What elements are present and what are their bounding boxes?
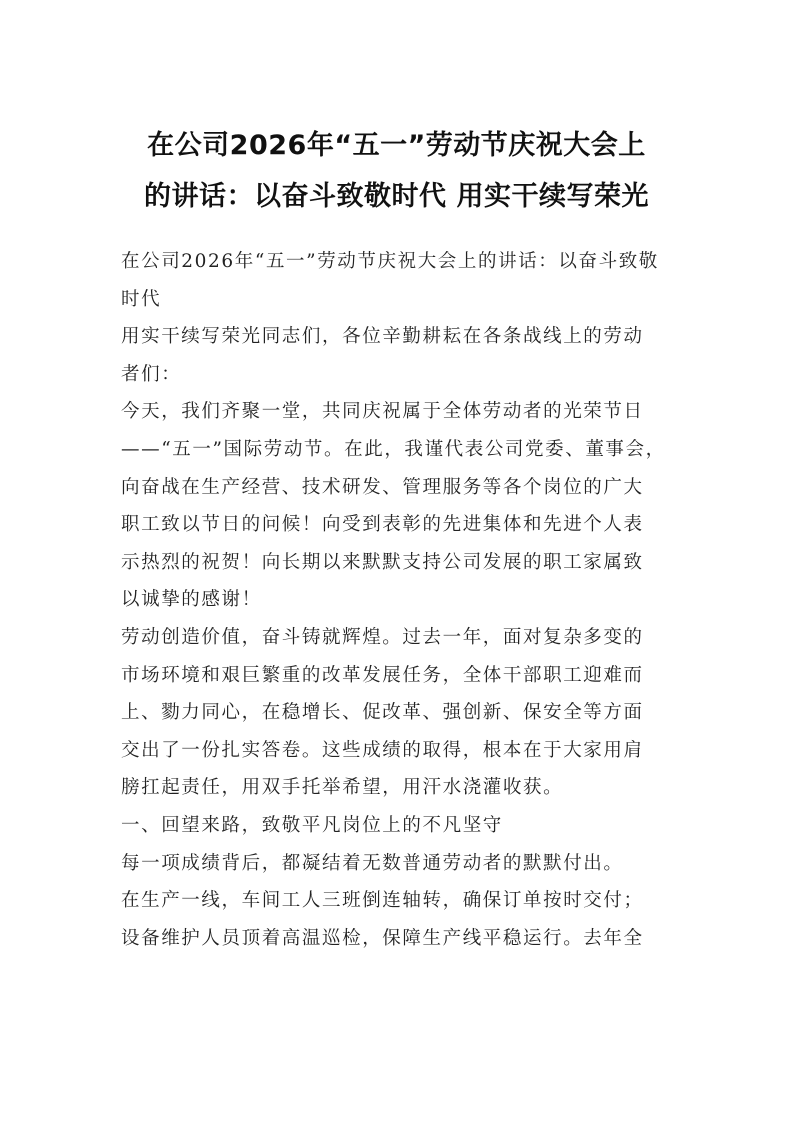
body-line: 在公司2026年“五一”劳动节庆祝大会上的讲话：以奋斗致敬 [121, 251, 659, 272]
body-line: 职工致以节日的问候！向受到表彰的先进集体和先进个人表 [121, 514, 644, 536]
body-line: 今天，我们齐聚一堂，共同庆祝属于全体劳动者的光荣节日 [121, 401, 644, 423]
body-line: 市场环境和艰巨繁重的改革发展任务，全体干部职工迎难而 [121, 664, 644, 686]
body-line: ——“五一”国际劳动节。在此，我谨代表公司党委、董事会， [121, 438, 666, 460]
document-body [121, 243, 677, 957]
body-line: 示热烈的祝贺！向长期以来默默支持公司发展的职工家属致 [121, 551, 644, 573]
body-line: 设备维护人员顶着高温巡检，保障生产线平稳运行。去年全 [121, 927, 644, 949]
body-line: 劳动创造价值，奋斗铸就辉煌。过去一年，面对复杂多变的 [121, 626, 644, 648]
body-line: 交出了一份扎实答卷。这些成绩的取得，根本在于大家用肩 [121, 739, 644, 761]
body-line: 向奋战在生产经营、技术研发、管理服务等各个岗位的广大 [121, 476, 644, 498]
document-title [100, 120, 693, 222]
body-line: 在生产一线，车间工人三班倒连轴转，确保订单按时交付； [121, 890, 644, 912]
body-line: 上、勠力同心，在稳增长、促改革、强创新、保安全等方面 [121, 702, 644, 724]
body-line: 用实干续写荣光同志们，各位辛勤耕耘在各条战线上的劳动 [121, 326, 644, 348]
body-line: 膀扛起责任，用双手托举希望，用汗水浇灌收获。 [121, 777, 564, 799]
section-heading: 一、回望来路，致敬平凡岗位上的不凡坚守 [121, 814, 503, 836]
body-line: 时代 [121, 288, 162, 310]
title-line-1: 在公司2026年“五一”劳动节庆祝大会上 [147, 130, 646, 161]
body-line: 者们： [121, 363, 182, 385]
body-line: 每一项成绩背后，都凝结着无数普通劳动者的默默付出。 [121, 852, 624, 874]
body-line: 以诚挚的感谢！ [121, 589, 262, 611]
title-line-2: 的讲话：以奋斗致敬时代 用实干续写荣光 [144, 181, 649, 212]
